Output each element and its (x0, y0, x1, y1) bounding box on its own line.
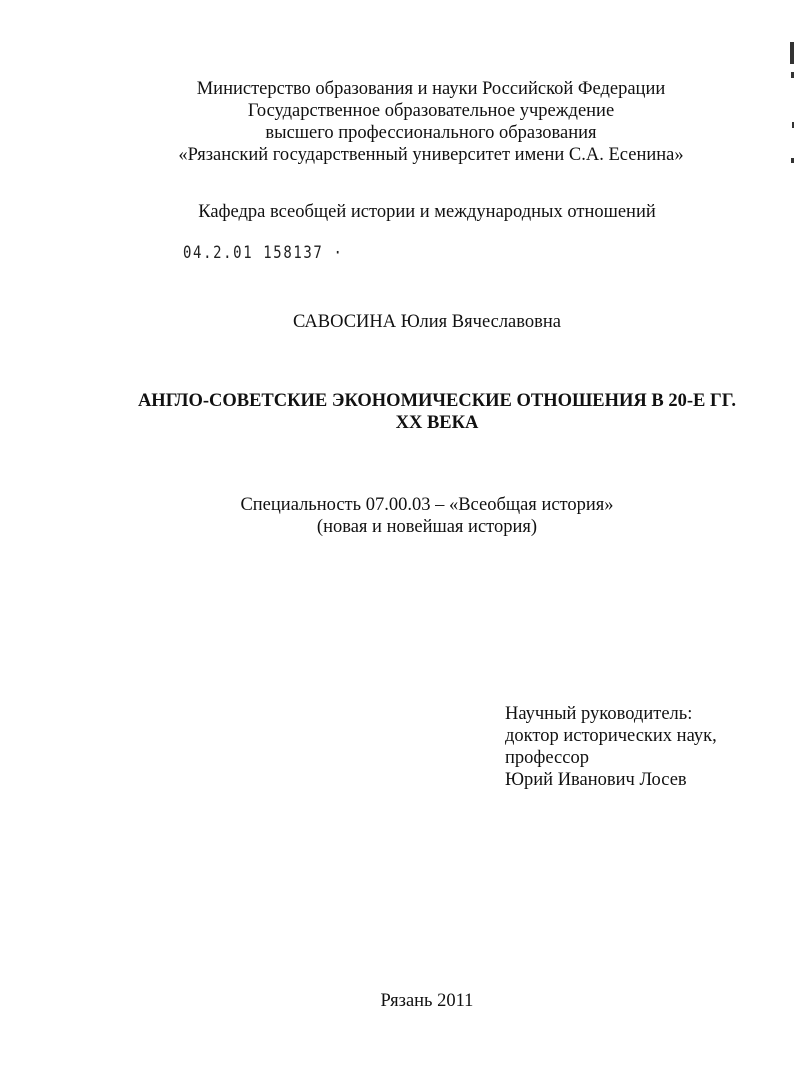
scientific-supervisor (505, 703, 717, 791)
supervisor-name: Юрий Иванович Лосев (505, 770, 687, 790)
university-name-line: «Рязанский государственный университет имени С.А. Есенина» (178, 145, 684, 165)
supervisor-title: профессор (505, 748, 589, 768)
dissertation-title (40, 390, 794, 434)
title-line-1: АНГЛО-СОВЕТСКИЕ ЭКОНОМИЧЕСКИЕ ОТНОШЕНИЯ В 20-Е ГГ. (137, 391, 737, 411)
ministry-line: Министерство образования и науки Российской Федерации (196, 79, 666, 99)
specialty-code-line: Специальность 07.00.03 – «Всеобщая история» (240, 495, 614, 515)
supervisor-role: Научный руководитель: (505, 704, 693, 724)
city-year: Рязань 2011 (380, 991, 474, 1011)
institution-type-line: Государственное образовательное учреждение (247, 101, 615, 121)
specialty-info (30, 494, 794, 538)
specialty-detail-line: (новая и новейшая история) (316, 517, 538, 537)
edge-mark (790, 42, 794, 64)
education-level-line: высшего профессионального образования (265, 123, 597, 143)
department-name: Кафедра всеобщей истории и международных отношений (198, 202, 656, 222)
registration-stamp-number: 04.2.01 158137 · (183, 243, 344, 263)
scan-edge-marks (784, 40, 794, 190)
supervisor-degree: доктор исторических наук, (505, 726, 717, 746)
institution-header (34, 78, 794, 166)
author-name: САВОСИНА Юлия Вячеславовна (293, 312, 561, 332)
title-line-2: XX ВЕКА (395, 413, 479, 433)
